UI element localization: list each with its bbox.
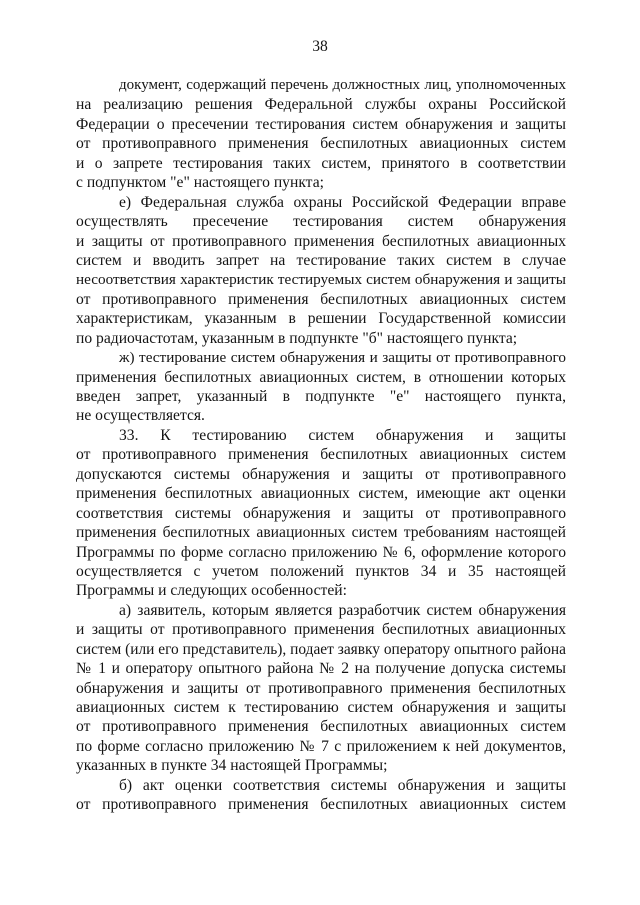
text-line: от противоправного применения беспилотных авиационных систем: [76, 446, 566, 464]
text-line: от противоправного применения беспилотных авиационных систем: [76, 290, 566, 308]
text-line: с подпунктом "е" настоящего пункта;: [76, 174, 324, 192]
text-line: 33. К тестированию систем обнаружения и защиты: [119, 426, 566, 444]
page-number: 38: [312, 38, 328, 55]
body-text: [76, 76, 566, 815]
text-line: документ, содержащий перечень должностных лиц, уполномоченных: [119, 77, 566, 93]
text-line: обнаружения и защиты от противоправного применения беспилотных: [76, 679, 566, 697]
text-line: применения беспилотных авиационных систем, имеющие акт оценки: [76, 485, 566, 503]
text-line: от противоправного применения беспилотных авиационных систем: [76, 718, 566, 736]
text-line: характеристикам, указанным в решении Государственной комиссии: [76, 310, 566, 328]
text-line: и о запрете тестирования таких систем, принятого в соответствии: [76, 154, 566, 172]
text-line: систем (или его представитель), подает заявку оператору опытного района: [76, 640, 566, 658]
text-line: осуществляется с учетом положений пунктов 34 и 35 настоящей: [76, 562, 566, 580]
text-line: авиационных систем к тестированию систем обнаружения и защиты: [76, 699, 566, 716]
text-line: Программы по форме согласно приложению № 6, оформление которого: [76, 543, 566, 561]
text-line: е) Федеральная служба охраны Российской Федерации вправе: [119, 193, 566, 211]
text-line: ж) тестирование систем обнаружения и защиты от противоправного: [119, 349, 566, 367]
text-line: соответствия системы обнаружения и защиты от противоправного: [76, 504, 566, 522]
text-line: применения беспилотных авиационных систем требованиям настоящей: [76, 524, 566, 542]
text-line: применения беспилотных авиационных систем, в отношении которых: [76, 368, 566, 386]
text-line: на реализацию решения Федеральной службы охраны Российской: [76, 96, 566, 114]
text-line: несоответствия характеристик тестируемых систем обнаружения и защиты: [76, 271, 566, 289]
text-line: Программы и следующих особенностей:: [76, 582, 347, 600]
text-line: Федерации о пресечении тестирования систем обнаружения и защиты: [76, 115, 566, 133]
text-line: указанных в пункте 34 настоящей Программы;: [76, 757, 388, 775]
text-line: № 1 и оператору опытного района № 2 на получение допуска системы: [76, 660, 566, 678]
text-line: а) заявитель, которым является разработчик систем обнаружения: [119, 601, 566, 619]
text-line: и защиты от противоправного применения беспилотных авиационных: [76, 232, 566, 250]
text-line: по радиочастотам, указанным в подпункте "б" настоящего пункта;: [76, 329, 518, 347]
text-line: допускаются системы обнаружения и защиты от противоправного: [76, 465, 566, 483]
text-line: от противоправного применения беспилотных авиационных систем: [76, 796, 566, 814]
text-line: от противоправного применения беспилотных авиационных систем: [76, 135, 566, 153]
text-line: введен запрет, указанный в подпункте "е" настоящего пункта,: [76, 388, 566, 405]
text-line: по форме согласно приложению № 7 с приложением к ней документов,: [76, 737, 566, 755]
text-line: и защиты от противоправного применения беспилотных авиационных: [76, 621, 566, 639]
text-line: не осуществляется.: [76, 407, 205, 425]
text-line: систем и вводить запрет на тестирование таких систем в случае: [76, 251, 566, 269]
text-line: осуществлять пресечение тестирования систем обнаружения: [76, 213, 566, 231]
text-line: б) акт оценки соответствия системы обнаружения и защиты: [119, 776, 566, 794]
